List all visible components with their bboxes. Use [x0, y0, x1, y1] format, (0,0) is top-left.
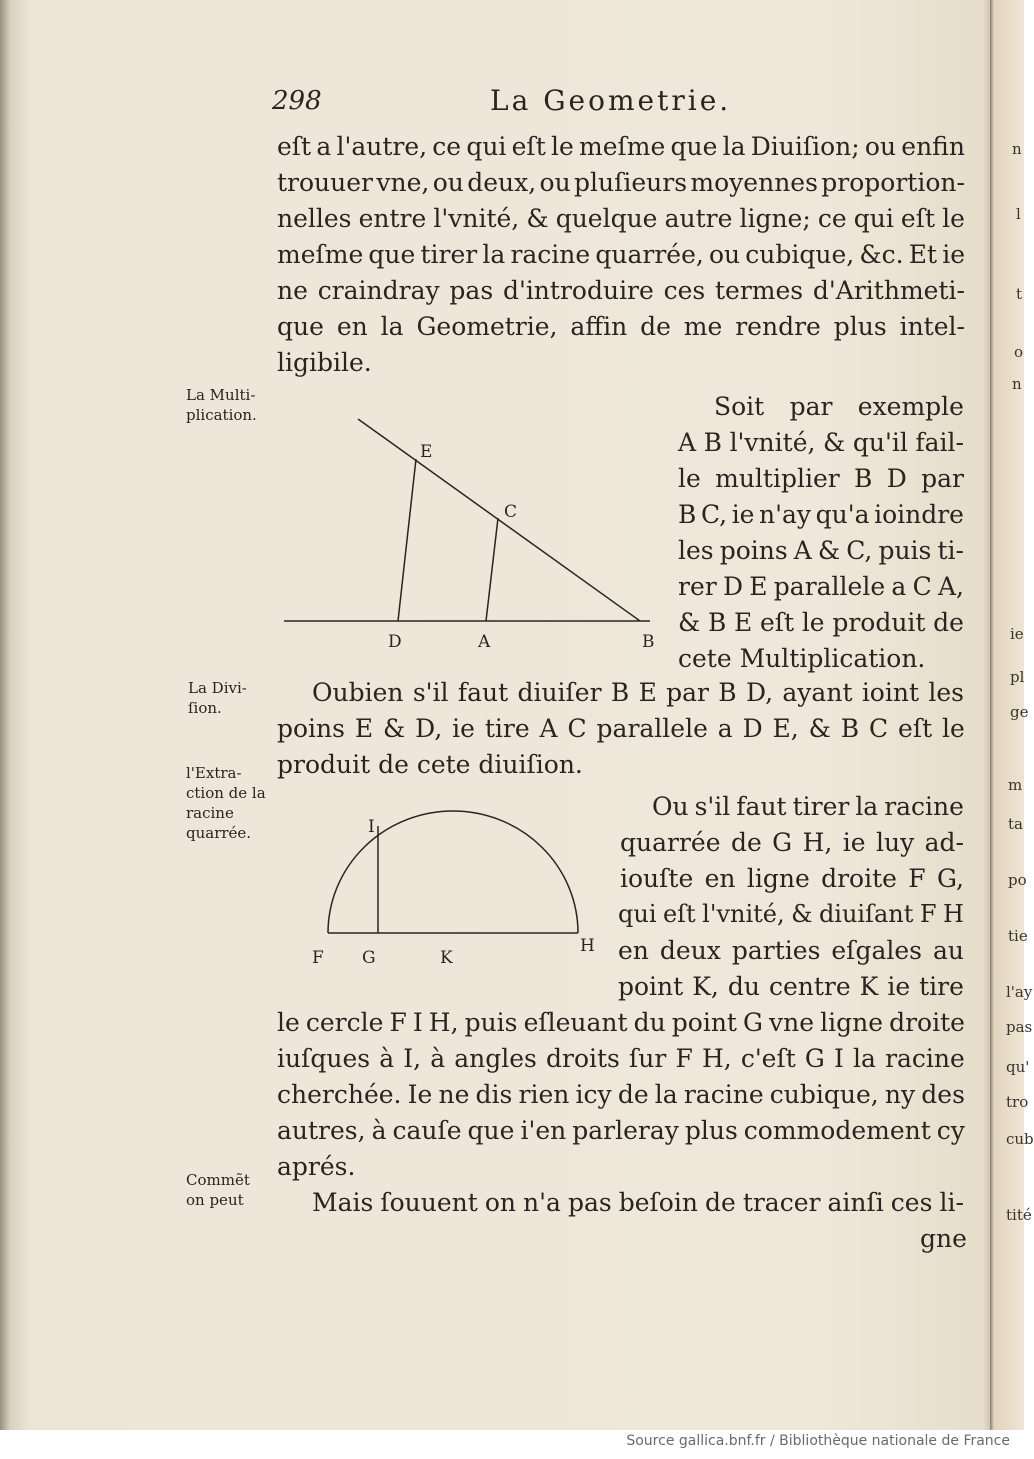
- label-E: E: [420, 442, 433, 462]
- text-line: le multiplier B D par: [678, 464, 964, 493]
- edge-fragment: l: [1016, 205, 1021, 223]
- text-line: que en la Geometrie, affin de me rendre plus intel-: [277, 312, 965, 341]
- text-line: trouuer vne, ou deux, ou pluſieurs moyennes proportion-: [277, 168, 965, 197]
- edge-fragment: ie: [1010, 625, 1024, 643]
- text-line: produit de cete diuiſion.: [277, 750, 583, 779]
- edge-fragment: pl: [1010, 668, 1025, 686]
- label-C: C: [504, 502, 518, 522]
- text-line: & B E eſt le produit de: [678, 608, 964, 637]
- text-line: cherchée. Ie ne dis rien icy de la racine cubique, ny des: [277, 1080, 965, 1109]
- page-number: 298: [272, 86, 322, 116]
- running-title: La Geometrie.: [490, 84, 732, 117]
- text-line: iuſques à I, à angles droits ſur F H, c'eſt G I la racine: [277, 1044, 965, 1073]
- label-F: F: [312, 948, 324, 968]
- text-line: ligibile.: [277, 348, 372, 377]
- text-line: B C, ie n'ay qu'a ioindre: [678, 500, 964, 529]
- edge-fragment: n: [1012, 140, 1022, 158]
- edge-fragment: tité: [1006, 1206, 1032, 1224]
- label-D: D: [388, 632, 402, 652]
- text-line: gne: [920, 1224, 967, 1253]
- text-line: autres, à cauſe que i'en parleray plus commodement cy: [277, 1116, 965, 1145]
- text-line: quarrée de G H, ie luy ad-: [620, 828, 964, 857]
- square-root-figure: [300, 800, 610, 975]
- edge-fragment: tie: [1008, 927, 1028, 945]
- text-line: eſt a l'autre, ce qui eſt le meſme que la Diuiſion; ou enfin: [277, 132, 965, 161]
- edge-fragment: n: [1012, 375, 1022, 393]
- edge-fragment: m: [1008, 776, 1023, 794]
- text-line: Ou s'il faut tirer la racine: [652, 792, 964, 821]
- text-line: aprés.: [277, 1152, 356, 1181]
- label-K: K: [440, 948, 453, 968]
- source-credit: Source gallica.bnf.fr / Bibliothèque nationale de France: [626, 1433, 1010, 1449]
- multiplication-figure: [280, 405, 665, 655]
- text-line: meſme que tirer la racine quarrée, ou cubique, &c. Et ie: [277, 240, 965, 269]
- label-A: A: [478, 632, 491, 652]
- edge-fragment: tro: [1006, 1093, 1029, 1111]
- text-line: Soit par exemple: [714, 392, 964, 421]
- text-line: en deux parties eſgales au: [618, 936, 964, 965]
- text-line: Mais ſouuent on n'a pas beſoin de tracer ainſi ces li-: [312, 1188, 964, 1217]
- edge-fragment: l'ay: [1006, 983, 1033, 1001]
- text-line: qui eſt l'vnité, & diuiſant F H: [618, 900, 964, 928]
- label-I: I: [368, 817, 375, 837]
- text-line: rer D E parallele a C A,: [678, 572, 964, 601]
- text-line: nelles entre l'vnité, & quelque autre ligne; ce qui eſt le: [277, 204, 965, 233]
- text-line: cete Multiplication.: [678, 644, 926, 673]
- text-line: poins E & D, ie tire A C parallele a D E, & B C eſt le: [277, 714, 965, 743]
- edge-fragment: ta: [1008, 815, 1023, 833]
- edge-fragment: po: [1008, 871, 1027, 889]
- label-G: G: [362, 948, 376, 968]
- edge-fragment: qu': [1006, 1058, 1030, 1076]
- margin-note-multiplication: La Multi- plication.: [186, 386, 257, 424]
- margin-note-extraction: l'Extra- ction de la racine quarrée.: [186, 764, 266, 842]
- text-line: les poins A & C, puis ti-: [678, 536, 964, 565]
- text-line: Oubien s'il faut diuiſer B E par B D, ayant ioint les: [312, 678, 964, 707]
- text-line: le cercle F I H, puis eſleuant du point G vne ligne droite: [277, 1008, 965, 1037]
- label-B: B: [642, 632, 655, 652]
- text-line: ne craindray pas d'introduire ces termes d'Arithmeti-: [277, 276, 965, 305]
- edge-fragment: t: [1016, 285, 1023, 303]
- edge-fragment: cub: [1006, 1130, 1034, 1148]
- text-line: point K, du centre K ie tire: [618, 972, 964, 1001]
- edge-fragment: o: [1014, 343, 1024, 361]
- text-line: iouſte en ligne droite F G,: [620, 864, 964, 893]
- margin-note-comment: Commẽt on peut: [186, 1171, 250, 1209]
- label-H: H: [580, 936, 595, 956]
- text-line: A B l'vnité, & qu'il fail-: [678, 428, 964, 457]
- margin-note-division: La Divi- ſion.: [188, 679, 247, 717]
- edge-fragment: pas: [1006, 1018, 1033, 1036]
- edge-fragment: ge: [1010, 703, 1029, 721]
